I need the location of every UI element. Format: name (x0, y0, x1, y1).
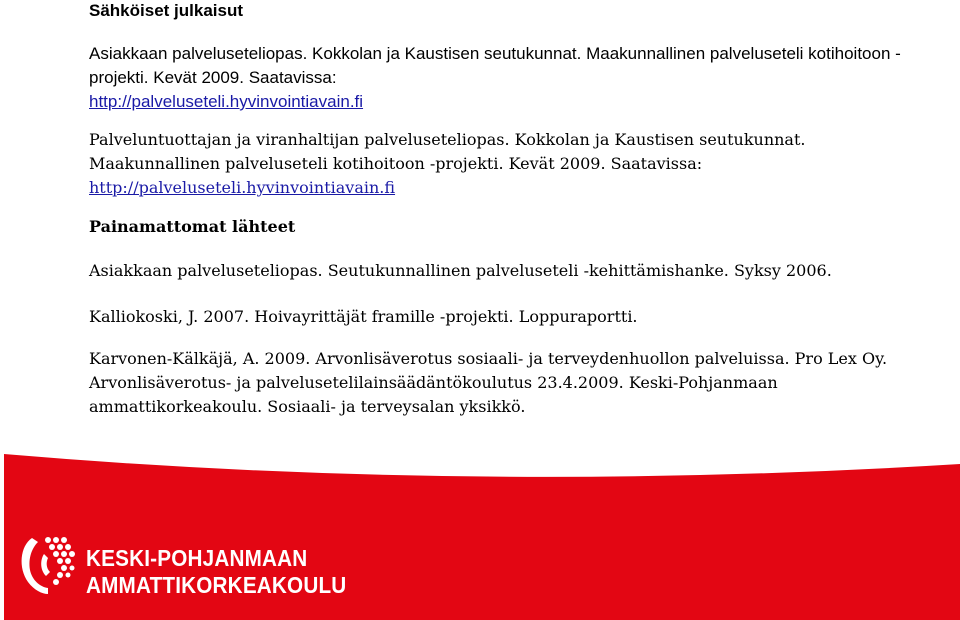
logo-text-line-1: KESKI-POHJANMAAN (86, 545, 308, 571)
reference-unpublished-2: Kalliokoski, J. 2007. Hoivayrittäjät framille -projekti. Loppuraportti. (89, 307, 638, 326)
heading-electronic-publications: Sähköiset julkaisut (89, 1, 243, 20)
logo-text-line-2: AMMATTIKORKEAKOULU (86, 572, 347, 598)
reference-link-1[interactable]: http://palveluseteli.hyvinvointiavain.fi (89, 92, 364, 111)
school-logo-icon (18, 534, 80, 596)
reference-electronic-1 (89, 42, 939, 114)
reference-text: Palveluntuottajan ja viranhaltijan palveluseteliopas. Kokkolan ja Kaustisen seutukunnat. Maakunnallinen palveluseteli kotihoitoon -projekti. Kevät 2009. Saatavissa: (89, 130, 806, 173)
reference-link-2[interactable]: http://palveluseteli.hyvinvointiavain.fi (89, 178, 396, 197)
reference-electronic-2 (89, 128, 939, 200)
reference-text: Asiakkaan palveluseteliopas. Kokkolan ja Kaustisen seutukunnat. Maakunnallinen palveluseteli kotihoitoon -projekti. Kevät 2009. Saatavissa: (89, 44, 901, 87)
heading-unpublished-sources: Painamattomat lähteet (89, 217, 296, 236)
reference-unpublished-1: Asiakkaan palveluseteliopas. Seutukunnallinen palveluseteli -kehittämishanke. Syksy 2006. (89, 261, 832, 280)
reference-unpublished-3: Karvonen-Kälkäjä, A. 2009. Arvonlisäverotus sosiaali- ja terveydenhuollon palveluissa. Pro Lex Oy. Arvonlisäverotus- ja palvelusetelilainsäädäntökoulutus 23.4.2009. Keski-Pohjanmaan ammattikorkeakoulu. Sosiaali- ja terveysalan yksikkö. (89, 349, 888, 416)
